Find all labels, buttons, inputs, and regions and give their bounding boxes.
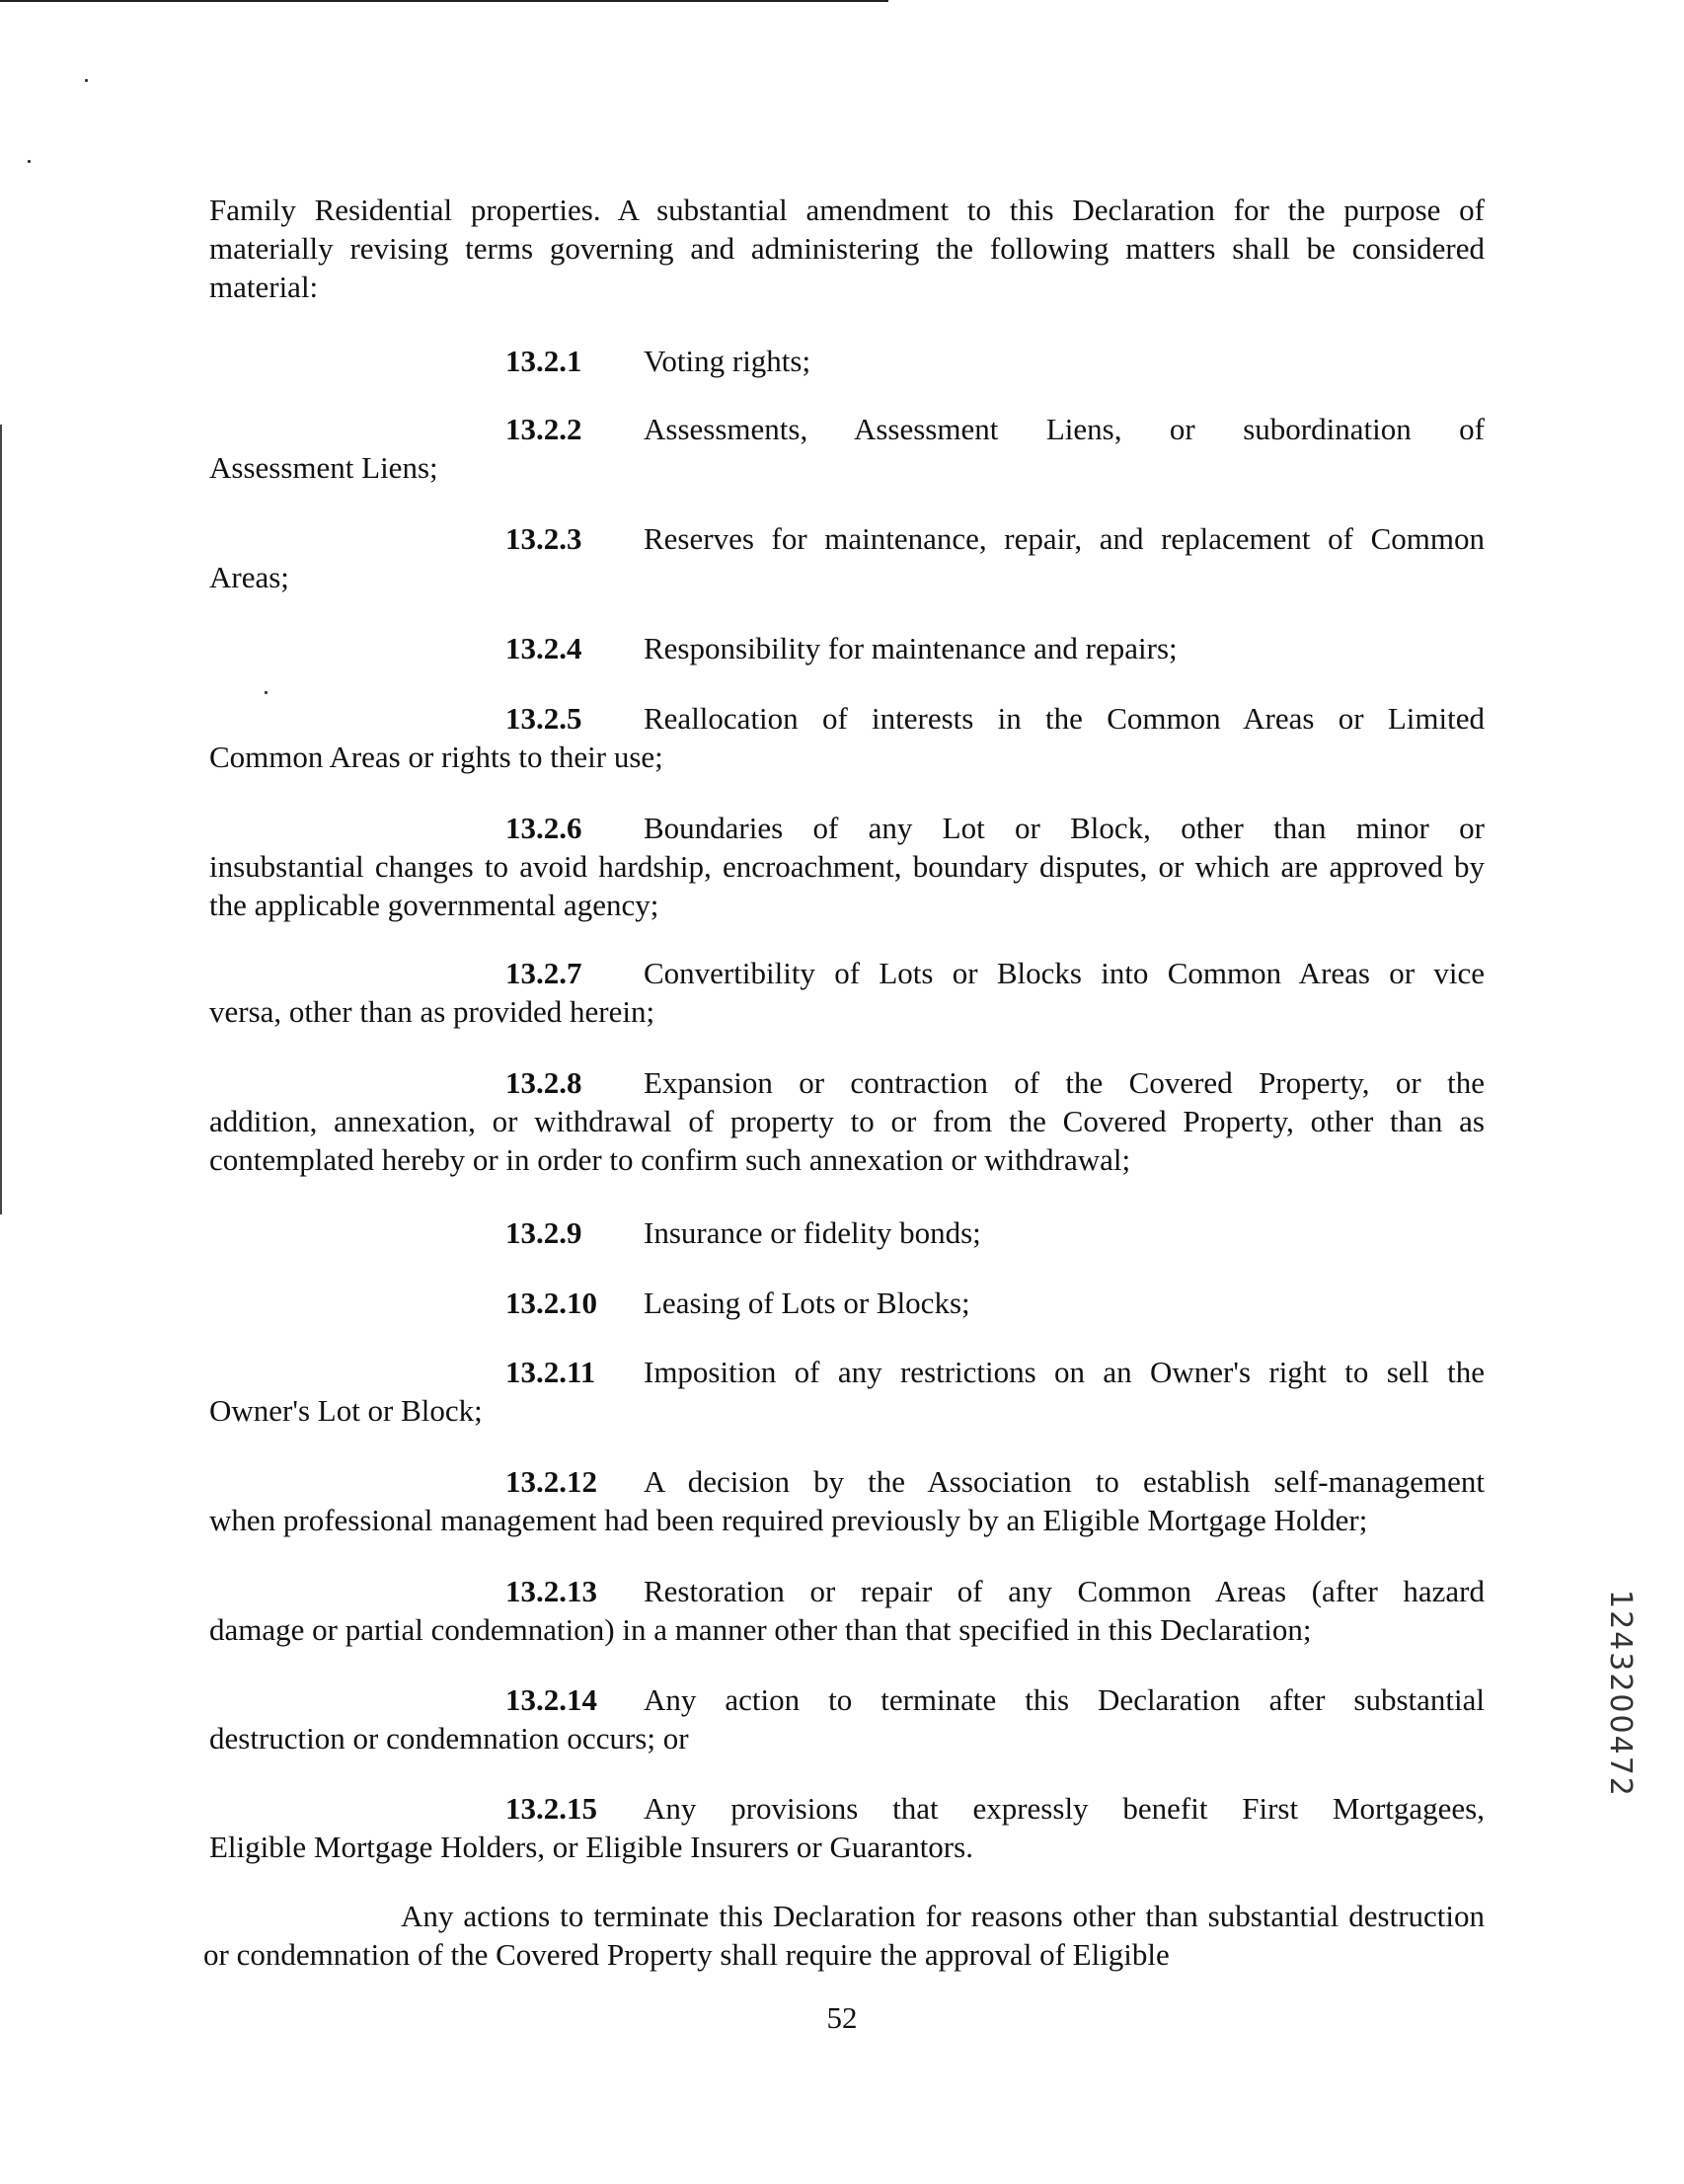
item-continuation: Common Areas or rights to their use; xyxy=(209,740,663,774)
item-text: Reallocation of interests in the Common Areas or Limited xyxy=(644,701,1485,736)
item-continuation: versa, other than as provided herein; xyxy=(209,994,655,1029)
item-text: Insurance or fidelity bonds; xyxy=(644,1215,981,1250)
item-text: Any action to terminate this Declaration after substantial xyxy=(644,1682,1485,1717)
item-number: 13.2.14 xyxy=(505,1682,597,1717)
item-text: Assessments, Assessment Liens, or subordination of xyxy=(644,412,1485,446)
item-continuation: Areas; xyxy=(209,560,289,594)
item-continuation: Eligible Mortgage Holders, or Eligible Insurers or Guarantors. xyxy=(209,1830,973,1864)
recording-stamp: 1243200472 xyxy=(1603,1590,1638,1798)
item-number: 13.2.12 xyxy=(505,1464,597,1499)
intro-paragraph: Family Residential properties. A substantial amendment to this Declaration for the purpose of materially revising terms governing and administering the following matters shall be considered material: xyxy=(209,193,1485,304)
list-item xyxy=(209,1353,1485,1430)
list-item xyxy=(209,699,1485,776)
list-item xyxy=(209,629,1485,667)
page-number: 52 xyxy=(826,2000,858,2035)
item-number: 13.2.3 xyxy=(505,521,582,556)
item-text: Responsibility for maintenance and repairs; xyxy=(644,631,1178,665)
item-text: Imposition of any restrictions on an Owner's right to sell the xyxy=(644,1355,1485,1389)
item-text: Boundaries of any Lot or Block, other than minor or xyxy=(644,811,1485,845)
item-continuation: addition, annexation, or withdrawal of property to or from the Covered Property, other than as contemplated hereby or in order to confirm such annexation or withdrawal; xyxy=(209,1104,1485,1177)
list-item xyxy=(209,809,1485,924)
item-number: 13.2.2 xyxy=(505,412,582,446)
item-continuation: when professional management had been required previously by an Eligible Mortgage Holder; xyxy=(209,1503,1368,1537)
item-text: Expansion or contraction of the Covered Property, or the xyxy=(644,1065,1485,1100)
list-item xyxy=(209,1572,1485,1649)
item-number: 13.2.7 xyxy=(505,956,582,990)
scan-speck xyxy=(28,160,31,163)
scan-left-border xyxy=(0,425,2,1214)
item-number: 13.2.10 xyxy=(505,1286,597,1320)
item-number: 13.2.5 xyxy=(505,701,582,736)
scan-speck xyxy=(85,79,88,82)
item-text: Any provisions that expressly benefit First Mortgagees, xyxy=(644,1791,1485,1826)
item-number: 13.2.13 xyxy=(505,1574,597,1608)
list-item xyxy=(209,342,1485,380)
list-item xyxy=(209,410,1485,487)
list-item xyxy=(209,1680,1485,1757)
list-item xyxy=(209,1284,1485,1322)
item-number: 13.2.1 xyxy=(505,344,582,378)
list-item xyxy=(209,1213,1485,1252)
scan-top-border xyxy=(0,0,888,2)
item-number: 13.2.9 xyxy=(505,1215,582,1250)
item-text: Leasing of Lots or Blocks; xyxy=(644,1286,970,1320)
item-continuation: Owner's Lot or Block; xyxy=(209,1393,483,1428)
item-number: 13.2.4 xyxy=(505,631,582,665)
item-text: Convertibility of Lots or Blocks into Common Areas or vice xyxy=(644,956,1485,990)
list-item xyxy=(209,1063,1485,1179)
scan-speck xyxy=(265,691,268,694)
closing-text: Any actions to terminate this Declaration for reasons other than substantial destruction or condemnation of the Covered Property shall require the approval of Eligible xyxy=(203,1899,1485,1972)
list-item xyxy=(209,954,1485,1031)
item-text: Voting rights; xyxy=(644,344,811,378)
list-item xyxy=(209,1789,1485,1866)
item-number: 13.2.15 xyxy=(505,1791,597,1826)
item-text: Restoration or repair of any Common Areas (after hazard xyxy=(644,1574,1485,1608)
item-text: A decision by the Association to establish self-management xyxy=(644,1464,1485,1499)
item-number: 13.2.11 xyxy=(505,1355,596,1389)
closing-paragraph xyxy=(203,1897,1485,1974)
item-number: 13.2.6 xyxy=(505,811,582,845)
item-continuation: Assessment Liens; xyxy=(209,450,438,485)
list-item xyxy=(209,1462,1485,1539)
item-continuation: destruction or condemnation occurs; or xyxy=(209,1721,689,1755)
item-continuation: insubstantial changes to avoid hardship, encroachment, boundary disputes, or which are approved by the applicable governmental agency; xyxy=(209,849,1485,922)
item-continuation: damage or partial condemnation) in a manner other than that specified in this Declaration; xyxy=(209,1612,1312,1647)
item-text: Reserves for maintenance, repair, and replacement of Common xyxy=(644,521,1485,556)
list-item xyxy=(209,519,1485,596)
item-number: 13.2.8 xyxy=(505,1065,582,1100)
